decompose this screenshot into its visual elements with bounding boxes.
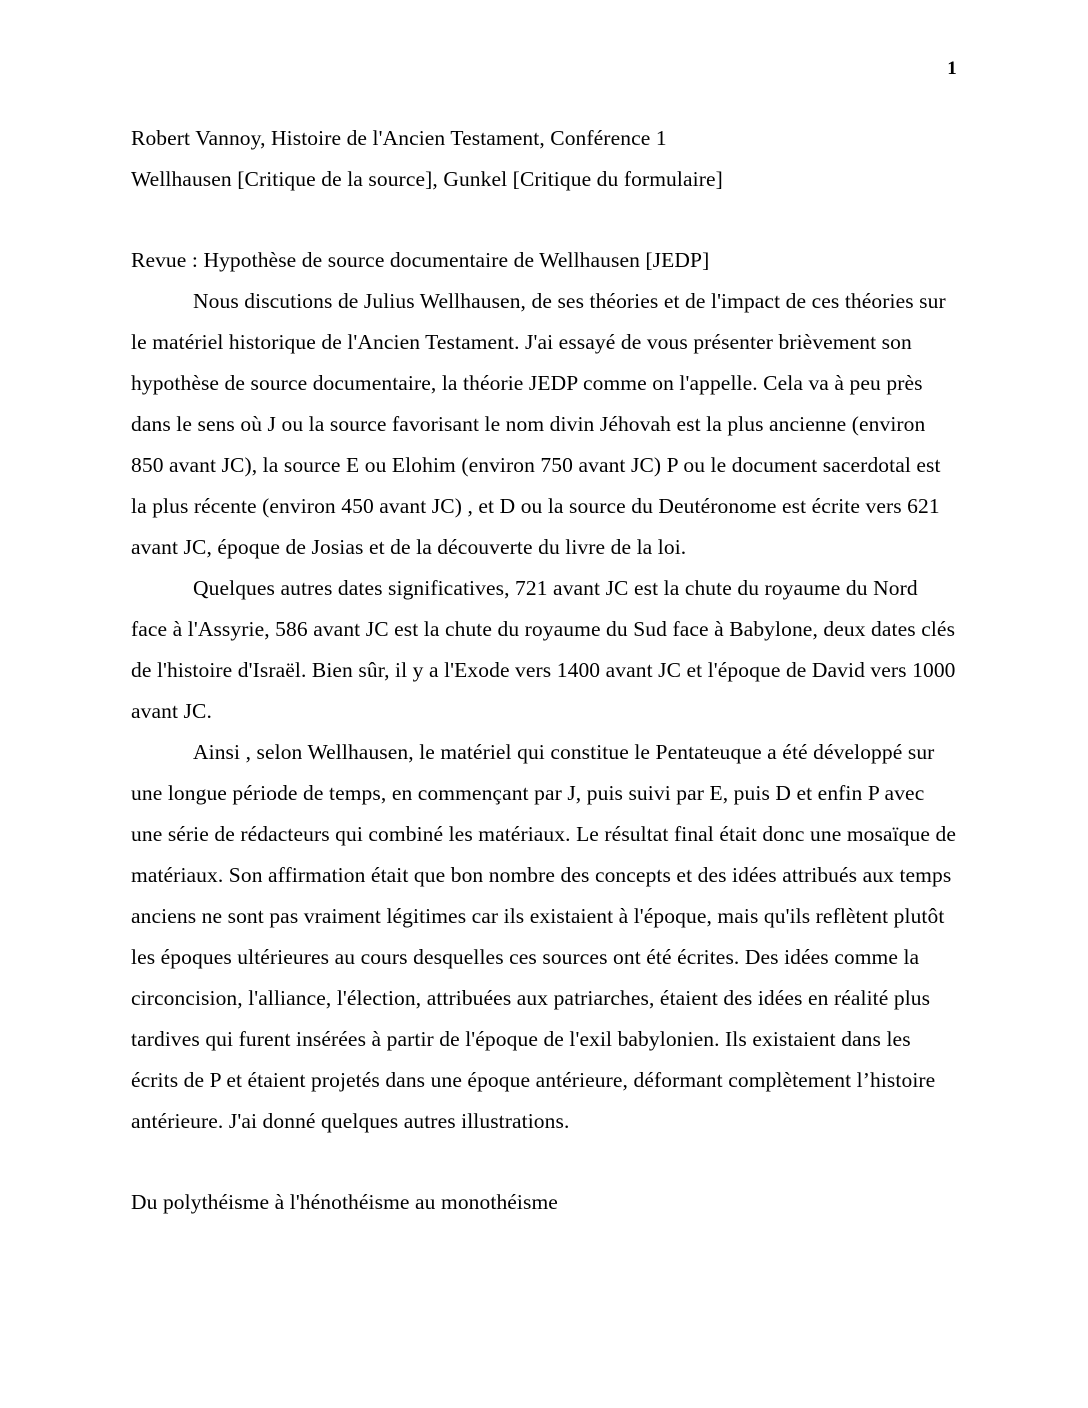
section-heading: Du polythéisme à l'hénothéisme au monothéisme (131, 1190, 558, 1214)
header-line-subtitle: Wellhausen [Critique de la source], Gunkel [Critique du formulaire] (131, 167, 723, 191)
spacer (131, 1142, 957, 1182)
page-number: 1 (947, 58, 957, 79)
document-header (131, 118, 957, 200)
header-line-title: Robert Vannoy, Histoire de l'Ancien Testament, Conférence 1 (131, 126, 667, 150)
paragraph: Nous discutions de Julius Wellhausen, de ses théories et de l'impact de ces théories sur le matériel historique de l'Ancien Testament. J'ai essayé de vous présenter brièvement son hypothèse de source documentaire, la théorie JEDP comme on l'appelle. Cela va à peu près dans le sens où J ou la source favorisant le nom divin Jéhovah est la plus ancienne (environ 850 avant JC), la source E ou Elohim (environ 750 avant JC) P ou le document sacerdotal est la plus récente (environ 450 avant JC) , et D ou la source du Deutéronome est écrite vers 621 avant JC, époque de Josias et de la découverte du livre de la loi. (131, 289, 952, 559)
section-revue (131, 240, 962, 1142)
paragraph: Quelques autres dates significatives, 721 avant JC est la chute du royaume du Nord face à l'Assyrie, 586 avant JC est la chute du royaume du Sud face à Babylone, deux dates clés de l'histoire d'Israël. Bien sûr, il y a l'Exode vers 1400 avant JC et l'époque de David vers 1000 avant JC. (131, 576, 962, 723)
section-polytheisme (131, 1182, 957, 1223)
paragraph: Ainsi , selon Wellhausen, le matériel qui constitue le Pentateuque a été développé sur une longue période de temps, en commençant par J, puis suivi par E, puis D et enfin P avec une série de rédacteurs qui combiné les matériaux. Le résultat final était donc une mosaïque de matériaux. Son affirmation était que bon nombre des concepts et des idées attribués aux temps anciens ne sont pas vraiment légitimes car ils existaient à l'époque, mais qu'ils reflètent plutôt les époques ultérieures au cours desquelles ces sources ont été écrites. Des idées comme la circoncision, l'alliance, l'élection, attribuées aux patriarches, étaient des idées en réalité plus tardives qui furent insérées à partir de l'époque de l'exil babylonien. Ils existaient dans les écrits de P et étaient projetés dans une époque antérieure, déformant complètement l’histoire antérieure. J'ai donné quelques autres illustrations. (131, 740, 962, 1133)
spacer (131, 200, 957, 240)
document-body (131, 118, 962, 1223)
section-heading: Revue : Hypothèse de source documentaire de Wellhausen [JEDP] (131, 248, 710, 272)
